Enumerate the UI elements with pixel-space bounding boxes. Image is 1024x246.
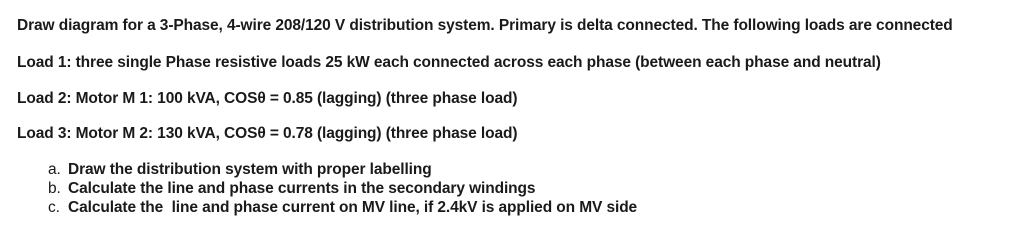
task-item-a [48,160,637,179]
load-3-text: Load 3: Motor M 2: 130 kVA, COSθ = 0.78 (lagging) (three phase load) [17,125,518,142]
task-list [48,160,637,217]
task-text-b: Calculate the line and phase currents in the secondary windings [68,180,536,197]
task-marker-c: c. [48,199,60,216]
task-marker-a: a. [48,161,61,178]
load-2-text: Load 2: Motor M 1: 100 kVA, COSθ = 0.85 (lagging) (three phase load) [17,90,518,107]
task-text-c: Calculate the line and phase current on MV line, if 2.4kV is applied on MV side [68,199,638,216]
task-item-b [48,179,637,198]
task-marker-b: b. [48,180,61,197]
load-1-text: Load 1: three single Phase resistive loads 25 kW each connected across each phase (between each phase and neutral) [17,54,881,71]
intro-text: Draw diagram for a 3-Phase, 4-wire 208/120 V distribution system. Primary is delta connected. The following loads are connected [17,17,953,34]
task-item-c [48,198,637,217]
task-text-a: Draw the distribution system with proper labelling [68,161,432,178]
